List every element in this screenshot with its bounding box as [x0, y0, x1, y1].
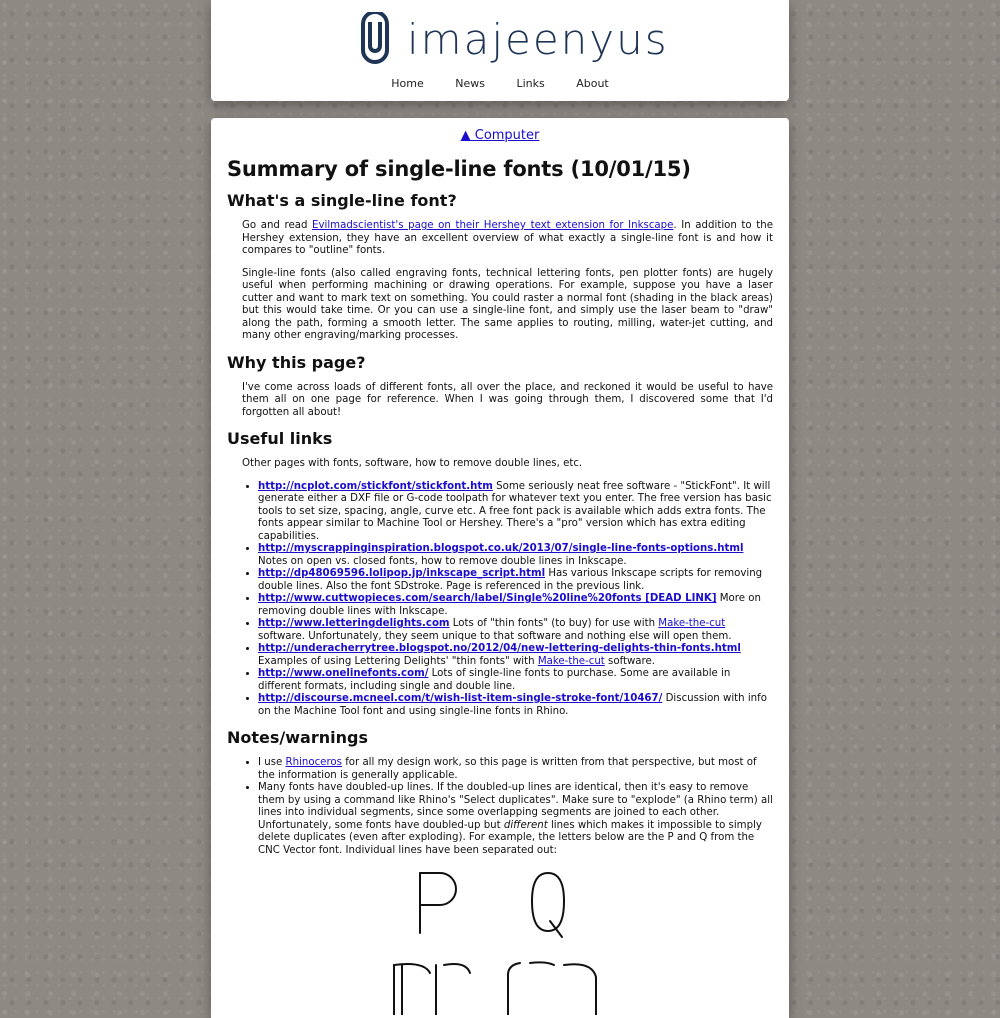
up-link-computer[interactable]: ▲ Computer — [460, 128, 540, 143]
letter-p-bowl — [420, 873, 456, 905]
site-header — [211, 0, 789, 101]
list-item — [258, 593, 773, 618]
letter-p-separated-5 — [444, 964, 470, 973]
list-item — [258, 693, 773, 718]
list-item — [258, 618, 773, 643]
text: Go and read — [242, 220, 313, 231]
link-url[interactable]: http://www.letteringdelights.com — [258, 618, 450, 629]
paragraph-links-intro: Other pages with fonts, software, how to remove double lines, etc. — [242, 458, 583, 469]
heading-notes: Notes/warnings — [227, 728, 368, 747]
text: Lots of single-line fonts to purchase. Some are available in different formats, including single and double line. — [258, 668, 731, 692]
text: . In addition to the Hershey extension, they have an excellent overview of what exactly a single-line font is and how it compares to "outline" fonts. — [242, 220, 773, 256]
paragraph-what-2: Single-line fonts (also called engraving fonts, technical lettering fonts, pen plotter fonts) are hugely useful when performing machining or drawing operations. For example, suppose you have a laser cutter and want to mark text on something. You could raster a normal font (shading in the black areas) but this would take time. Or you can use a single-line font, and simply use the laser beam to "draw" along the path, forming a smooth letter. The same applies to routing, milling, water-jet cutting, and many other engraving/marking processes. — [242, 267, 773, 341]
logo-text: imajeenyus — [407, 15, 669, 64]
text: More on removing double lines with Inkscape. — [258, 593, 761, 617]
paragraph-what-1 — [242, 220, 773, 258]
pq-font-figure — [390, 865, 610, 1015]
text: Notes on open vs. closed fonts, how to remove double lines in Inkscape. — [258, 555, 627, 567]
letter-q-separated-1 — [508, 963, 520, 1015]
link-evilmadscientist[interactable]: Evilmadscientist's page on their Hershey text extension for Inkscape — [312, 220, 674, 231]
list-item — [258, 543, 773, 568]
link-url[interactable]: http://discourse.mcneel.com/t/wish-list-item-single-stroke-font/10467/ — [258, 693, 663, 704]
link-url[interactable]: http://www.onelinefonts.com/ — [258, 668, 429, 679]
nav-links[interactable]: Links — [516, 77, 545, 90]
text: lines which makes it impossible to simply delete duplicates (even after exploding). For example, the letters below are the P and Q from the CNC Vector font. Individual lines have been separated out: — [258, 819, 762, 856]
heading-what: What's a single-line font? — [227, 191, 457, 210]
link-make-the-cut[interactable]: Make-the-cut — [537, 655, 605, 667]
letter-q-separated-2 — [530, 962, 554, 965]
heading-links: Useful links — [227, 429, 333, 448]
text: Lots of "thin fonts" (to buy) for use with — [449, 618, 659, 629]
text: Examples of using Lettering Delights' "thin fonts" with — [258, 655, 538, 667]
link-url[interactable]: http://dp48069596.lolipop.jp/inkscape_script.html — [258, 568, 546, 579]
link-url[interactable]: http://ncplot.com/stickfont/stickfont.htm — [258, 480, 493, 492]
notes-list — [227, 757, 773, 857]
links-list — [227, 481, 773, 719]
heading-why: Why this page? — [227, 352, 366, 372]
list-item — [258, 643, 773, 668]
paragraph-why-1: I've come across loads of different fonts, all over the place, and reckoned it would be useful to have them all on one page for reference. When I was going through them, I discovered some that I'd forgotten all about! — [242, 381, 773, 418]
page-title: Summary of single-line fonts (10/01/15) — [227, 157, 691, 181]
letter-q-separated-3 — [564, 964, 596, 1015]
list-item — [258, 668, 773, 693]
link-make-the-cut[interactable]: Make-the-cut — [658, 618, 726, 629]
text: for all my design work, so this page is written from that perspective, but most of the information is generally applicable. — [258, 757, 757, 781]
main-content — [211, 118, 789, 1018]
nav-home[interactable]: Home — [391, 77, 424, 90]
nav-news[interactable]: News — [455, 77, 485, 90]
link-rhinoceros[interactable]: Rhinoceros — [285, 757, 342, 768]
list-item — [258, 568, 773, 593]
link-url[interactable]: http://myscrappinginspiration.blogspot.co.uk/2013/07/single-line-fonts-options.html — [258, 543, 744, 554]
text: I use — [258, 757, 286, 768]
list-item — [258, 782, 773, 857]
link-url[interactable]: http://underacherrytree.blogspot.no/2012/04/new-lettering-delights-thin-fonts.html — [258, 643, 741, 654]
letter-q-oval — [532, 873, 564, 931]
paperclip-logo-icon — [357, 12, 393, 68]
main-nav — [211, 77, 789, 90]
text: Many fonts have doubled-up lines. If the doubled-up lines are identical, then it's easy to remove them by using a command like Rhino's "Select duplicates". Make sure to "explode" (a Rhino term) all lines into individual segments, since some overlapping segments are joined to each other. Unfortunately, some fonts have doubled-up but — [258, 782, 773, 831]
text: software. — [604, 655, 656, 667]
list-item — [258, 757, 773, 782]
emphasis: different — [503, 819, 548, 831]
text: software. Unfortunately, they seem unique to that software and nothing else will open them. — [258, 630, 732, 642]
link-url[interactable]: http://www.cuttwopieces.com/search/label/Single%20line%20fonts [DEAD LINK] — [258, 593, 717, 604]
nav-about[interactable]: About — [576, 77, 609, 90]
site-logo[interactable] — [357, 11, 669, 69]
list-item — [258, 481, 773, 544]
text: Some seriously neat free software - "StickFont". It will generate either a DXF file or G-code toolpath for whatever text you enter. The free version has basic tools to set size, spacing, angle, curve etc. A free font pack is available which adds extra fonts. The fonts appear similar to Machine Tool or Hershey. There's a "pro" version which has extra editing capabilities. — [258, 480, 772, 542]
text: Has various Inkscape scripts for removing double lines. Also the font SDstroke. Page is referenced in the previous link. — [258, 568, 763, 592]
text: Discussion with info on the Machine Tool font and using single-line fonts in Rhino. — [258, 693, 767, 717]
letter-p-separated-3 — [394, 964, 430, 973]
